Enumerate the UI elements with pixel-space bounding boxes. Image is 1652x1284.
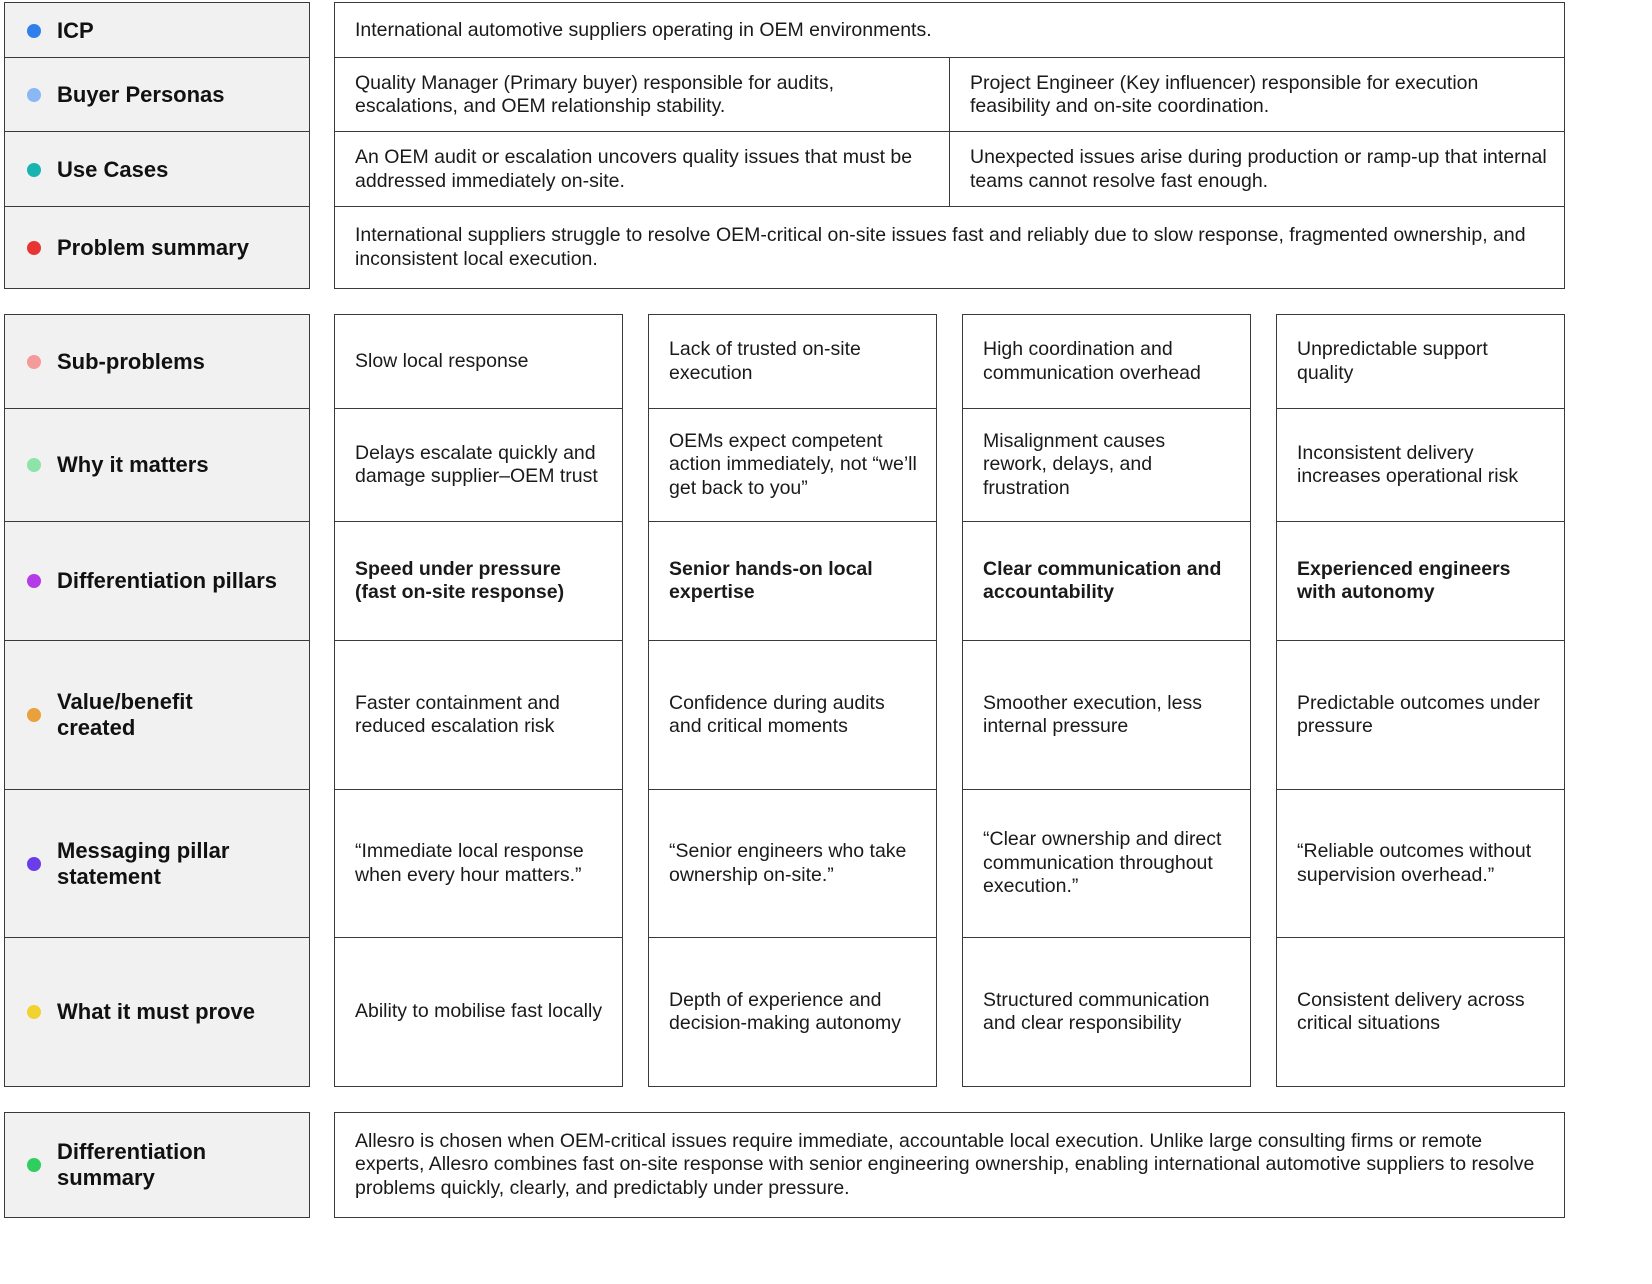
icp-text: International automotive suppliers operating in OEM environments. xyxy=(355,18,932,41)
differentiation-summary-text: Allesro is chosen when OEM-critical issues require immediate, accountable local execution. Unlike large consulting firms or remote experts, Allesro combines fast on-site response with senior engineering ownership, enabling international automotive suppliers to resolve problems quickly, clearly, and predictably under pressure. xyxy=(355,1129,1535,1199)
buyer-persona-primary-text: Quality Manager (Primary buyer) responsible for audits, escalations, and OEM relationship stability. xyxy=(355,71,835,117)
messaging-pillar-statement-cell xyxy=(334,789,623,938)
row-label-problem-summary xyxy=(4,206,310,289)
differentiation-pillars-text: Speed under pressure (fast on-site response) xyxy=(355,557,565,603)
icp-label: ICP xyxy=(57,17,94,43)
differentiation-pillars-text: Experienced engineers with autonomy xyxy=(1297,557,1511,603)
why-it-matters-cell xyxy=(962,408,1251,522)
icp-dot-icon xyxy=(27,24,41,38)
sub-problems-text: Slow local response xyxy=(355,349,529,372)
what-it-must-prove-text: Depth of experience and decision-making autonomy xyxy=(669,988,901,1034)
differentiation-pillars-text: Senior hands-on local expertise xyxy=(669,557,873,603)
why-it-matters-text: Delays escalate quickly and damage supplier–OEM trust xyxy=(355,441,598,487)
messaging-pillar-statement-cell xyxy=(648,789,937,938)
use-case-audit-cell xyxy=(334,131,951,208)
value-benefit-created-cell xyxy=(648,640,937,790)
what-it-must-prove-cell xyxy=(648,937,937,1087)
messaging-pillar-statement-cell xyxy=(1276,789,1565,938)
value-benefit-created-cell xyxy=(1276,640,1565,790)
messaging-pillar-statement-cell xyxy=(962,789,1251,938)
row-label-why-it-matters xyxy=(4,408,310,522)
value-benefit-created-text: Smoother execution, less internal pressure xyxy=(983,691,1202,737)
what-it-must-prove-cell xyxy=(334,937,623,1087)
differentiation-pillars-label: Differentiation pillars xyxy=(57,568,278,593)
differentiation-summary-cell xyxy=(334,1112,1565,1218)
buyer-persona-influencer-text: Project Engineer (Key influencer) responsible for execution feasibility and on-site coordination. xyxy=(970,71,1479,117)
problem-summary-dot-icon xyxy=(27,241,41,255)
problem-summary-label: Problem summary xyxy=(57,234,249,260)
sub-problems-cell xyxy=(962,314,1251,409)
row-label-messaging-pillar-statement xyxy=(4,789,310,938)
use-case-production-text: Unexpected issues arise during production or ramp-up that internal teams cannot resolve fast enough. xyxy=(970,146,1547,192)
what-it-must-prove-text: Structured communication and clear responsibility xyxy=(983,988,1210,1034)
differentiation-pillars-dot-icon xyxy=(27,574,41,588)
row-label-icp xyxy=(4,2,310,59)
differentiation-summary-dot-icon xyxy=(27,1158,41,1172)
messaging-pillar-statement-text: “Clear ownership and direct communication throughout execution.” xyxy=(983,828,1222,898)
sub-problems-text: Lack of trusted on-site execution xyxy=(669,338,861,384)
why-it-matters-cell xyxy=(648,408,937,522)
what-it-must-prove-cell xyxy=(962,937,1251,1087)
messaging-pillar-statement-label: Messaging pillar statement xyxy=(57,837,230,889)
why-it-matters-dot-icon xyxy=(27,458,41,472)
row-label-differentiation-pillars xyxy=(4,521,310,641)
sub-problems-cell xyxy=(648,314,937,409)
sub-problems-cell xyxy=(334,314,623,409)
buyer-personas-label: Buyer Personas xyxy=(57,82,225,107)
why-it-matters-text: Inconsistent delivery increases operational risk xyxy=(1297,441,1519,487)
sub-problems-dot-icon xyxy=(27,355,41,369)
what-it-must-prove-cell xyxy=(1276,937,1565,1087)
sub-problems-text: High coordination and communication overhead xyxy=(983,338,1201,384)
use-case-production-cell xyxy=(949,131,1565,208)
differentiation-pillars-text: Clear communication and accountability xyxy=(983,557,1222,603)
differentiation-summary-label: Differentiation summary xyxy=(57,1139,207,1190)
problem-summary-text: International suppliers struggle to resolve OEM-critical on-site issues fast and reliably due to slow response, fragmented ownership, and inconsistent local execution. xyxy=(355,224,1526,270)
row-label-use-cases xyxy=(4,131,310,208)
value-benefit-created-text: Confidence during audits and critical moments xyxy=(669,691,885,737)
sub-problems-cell xyxy=(1276,314,1565,409)
row-label-sub-problems xyxy=(4,314,310,409)
value-benefit-created-text: Predictable outcomes under pressure xyxy=(1297,691,1540,737)
why-it-matters-text: OEMs expect competent action immediately, not “we’ll get back to you” xyxy=(669,429,917,499)
value-benefit-created-dot-icon xyxy=(27,708,41,722)
buyer-persona-primary-cell xyxy=(334,57,951,133)
value-benefit-created-label: Value/benefit created xyxy=(57,689,193,740)
differentiation-pillars-cell xyxy=(1276,521,1565,641)
row-label-what-it-must-prove xyxy=(4,937,310,1087)
messaging-pillar-statement-text: “Immediate local response when every hour matters.” xyxy=(355,840,584,886)
value-benefit-created-cell xyxy=(334,640,623,790)
value-benefit-created-text: Faster containment and reduced escalation risk xyxy=(355,691,560,737)
use-cases-dot-icon xyxy=(27,163,41,177)
what-it-must-prove-text: Ability to mobilise fast locally xyxy=(355,1000,603,1023)
use-cases-label: Use Cases xyxy=(57,156,169,182)
differentiation-pillars-cell xyxy=(962,521,1251,641)
what-it-must-prove-label: What it must prove xyxy=(57,999,256,1024)
messaging-pillar-statement-text: “Senior engineers who take ownership on-site.” xyxy=(669,840,907,886)
why-it-matters-label: Why it matters xyxy=(57,452,209,477)
problem-summary-cell xyxy=(334,206,1565,289)
buyer-personas-dot-icon xyxy=(27,88,41,102)
buyer-persona-influencer-cell xyxy=(949,57,1565,133)
row-label-buyer-personas xyxy=(4,57,310,133)
messaging-pillar-statement-dot-icon xyxy=(27,857,41,871)
why-it-matters-cell xyxy=(1276,408,1565,522)
differentiation-pillars-cell xyxy=(648,521,937,641)
value-benefit-created-cell xyxy=(962,640,1251,790)
sub-problems-text: Unpredictable support quality xyxy=(1297,338,1488,384)
differentiation-pillars-cell xyxy=(334,521,623,641)
why-it-matters-cell xyxy=(334,408,623,522)
messaging-pillar-statement-text: “Reliable outcomes without supervision overhead.” xyxy=(1297,840,1532,886)
what-it-must-prove-dot-icon xyxy=(27,1005,41,1019)
row-label-value-benefit-created xyxy=(4,640,310,790)
use-case-audit-text: An OEM audit or escalation uncovers quality issues that must be addressed immediately on-site. xyxy=(355,146,913,192)
sub-problems-label: Sub-problems xyxy=(57,348,205,374)
icp-cell xyxy=(334,2,1565,59)
why-it-matters-text: Misalignment causes rework, delays, and frustration xyxy=(983,429,1166,499)
row-label-differentiation-summary xyxy=(4,1112,310,1218)
what-it-must-prove-text: Consistent delivery across critical situations xyxy=(1297,988,1525,1034)
